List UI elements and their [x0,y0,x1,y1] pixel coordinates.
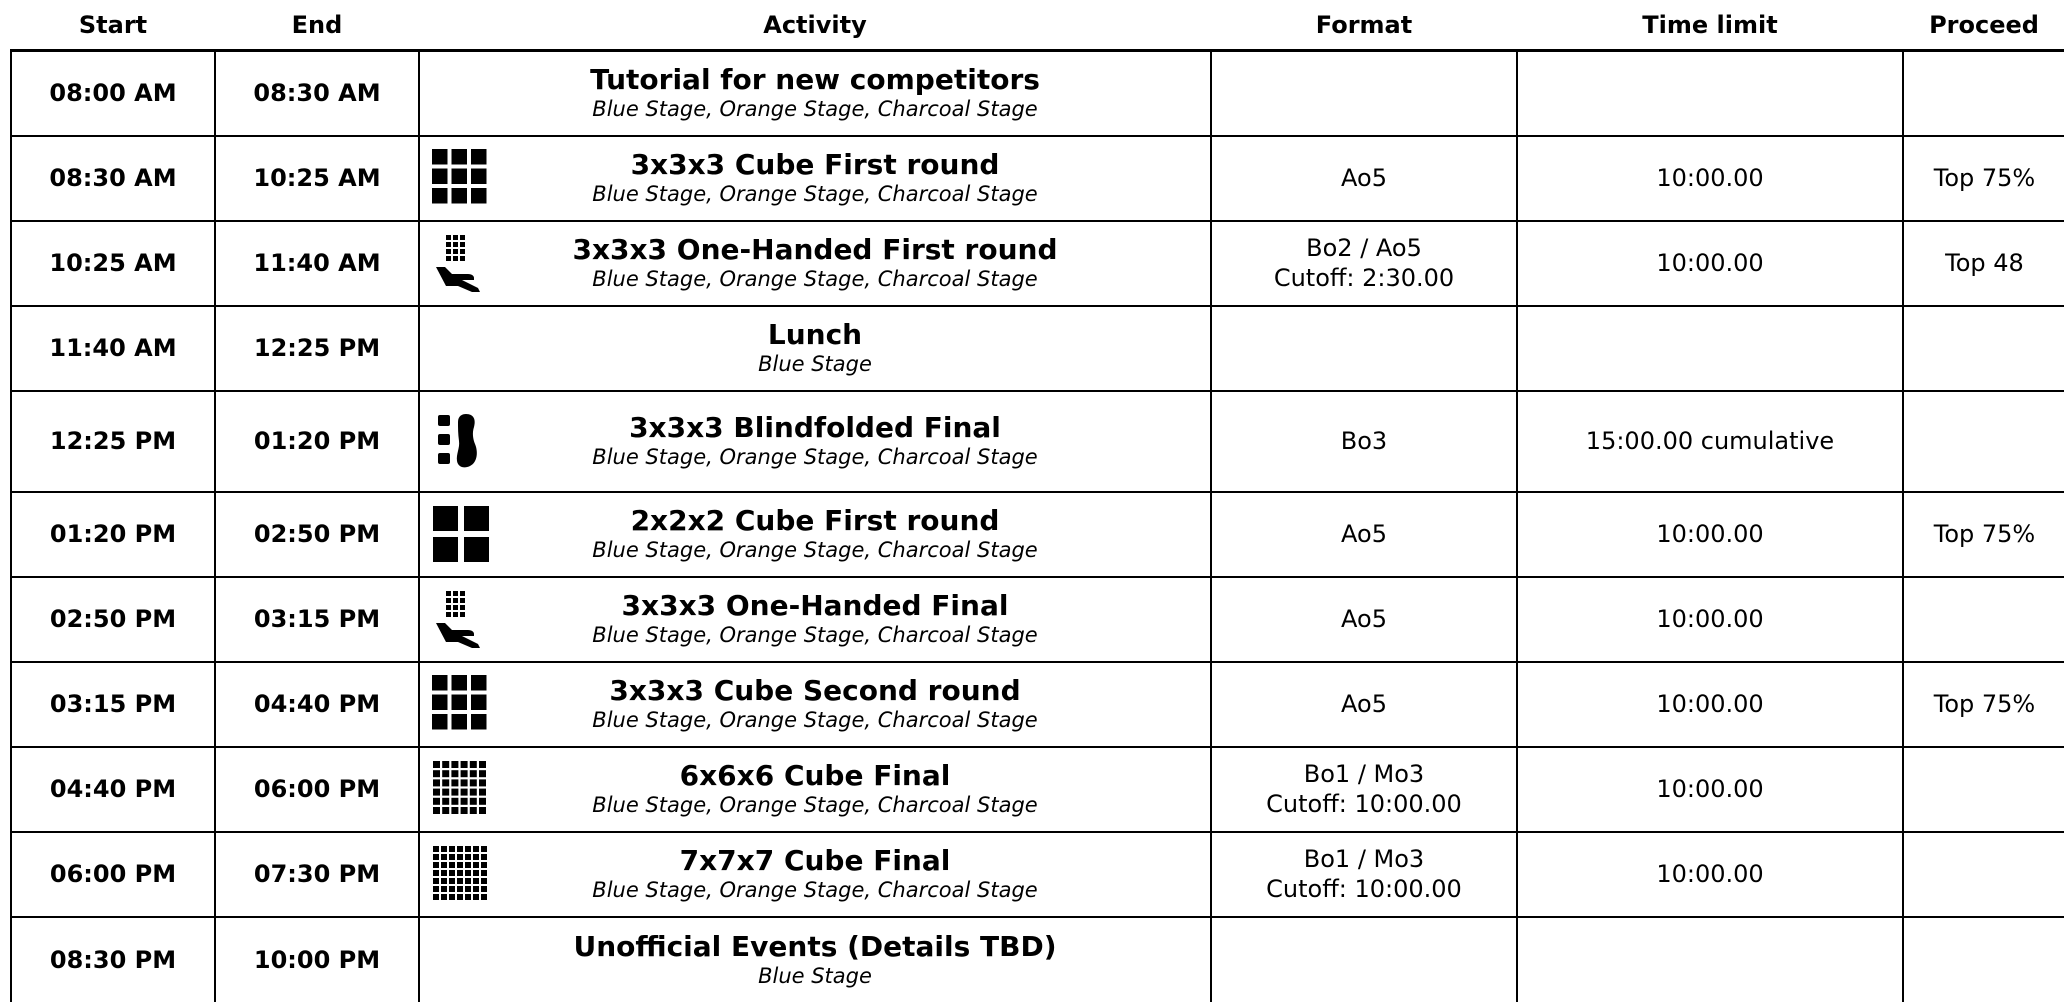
activity-cell [419,662,1211,747]
proceed-cell: Top 75% [1903,492,2064,577]
start-time: 04:40 PM [11,747,215,832]
activity-rooms: Blue Stage, Orange Stage, Charcoal Stage [592,182,1038,206]
proceed-cell [1903,917,2064,1002]
cube-2x2-icon [432,505,490,563]
format-value: Ao5 [1341,605,1387,633]
time-limit-cell: 10:00.00 [1517,492,1903,577]
activity-rooms: Blue Stage, Orange Stage, Charcoal Stage [592,445,1038,469]
format-cell [1211,221,1517,306]
activity-title: Tutorial for new competitors [590,63,1040,97]
end-time: 07:30 PM [215,832,419,917]
end-time: 01:20 PM [215,391,419,492]
activity-cell [419,391,1211,492]
format-cell [1211,136,1517,221]
activity-cell [419,221,1211,306]
end-time: 03:15 PM [215,577,419,662]
activity-title: 6x6x6 Cube Final [679,759,951,792]
format-cell [1211,832,1517,917]
activity-rooms: Blue Stage, Orange Stage, Charcoal Stage [592,538,1038,562]
proceed-cell [1903,391,2064,492]
activity-title: 3x3x3 Cube Second round [609,674,1021,707]
start-time: 01:20 PM [11,492,215,577]
column-header-start: Start [11,0,215,51]
end-time: 04:40 PM [215,662,419,747]
cube-3x3-icon [432,675,490,733]
time-limit-cell: 15:00.00 cumulative [1517,391,1903,492]
header-row [11,0,2064,51]
activity-rooms: Blue Stage, Orange Stage, Charcoal Stage [592,878,1038,902]
format-value: Ao5 [1341,520,1387,548]
activity-cell [419,306,1211,391]
start-time: 08:30 AM [11,136,215,221]
proceed-cell [1903,577,2064,662]
time-limit-cell [1517,306,1903,391]
end-time: 06:00 PM [215,747,419,832]
cutoff-value: Cutoff: 10:00.00 [1266,790,1462,818]
activity-title: 7x7x7 Cube Final [679,844,951,877]
format-cell [1211,306,1517,391]
schedule-row [11,306,2064,391]
schedule-row [11,747,2064,832]
one-handed-icon [432,590,490,648]
proceed-cell [1903,832,2064,917]
cutoff-value: Cutoff: 10:00.00 [1266,875,1462,903]
schedule-row [11,917,2064,1002]
proceed-cell: Top 48 [1903,221,2064,306]
proceed-cell: Top 75% [1903,136,2064,221]
activity-rooms: Blue Stage, Orange Stage, Charcoal Stage [592,97,1038,122]
activity-rooms: Blue Stage, Orange Stage, Charcoal Stage [592,623,1038,647]
time-limit-cell [1517,51,1903,136]
schedule-row [11,221,2064,306]
format-cell [1211,391,1517,492]
start-time: 10:25 AM [11,221,215,306]
column-header-end: End [215,0,419,51]
start-time: 08:00 AM [11,51,215,136]
end-time: 08:30 AM [215,51,419,136]
cube-7x7-icon [432,845,490,903]
end-time: 12:25 PM [215,306,419,391]
activity-rooms: Blue Stage, Orange Stage, Charcoal Stage [592,708,1038,732]
proceed-cell: Top 75% [1903,662,2064,747]
start-time: 06:00 PM [11,832,215,917]
start-time: 11:40 AM [11,306,215,391]
format-cell [1211,747,1517,832]
cutoff-value: Cutoff: 2:30.00 [1273,264,1455,292]
format-cell [1211,917,1517,1002]
activity-title: Lunch [767,318,863,351]
time-limit-cell: 10:00.00 [1517,747,1903,832]
end-time: 11:40 AM [215,221,419,306]
time-limit-cell: 10:00.00 [1517,136,1903,221]
format-value: Bo1 / Mo3 [1303,845,1425,873]
one-handed-icon [432,234,490,292]
proceed-cell [1903,747,2064,832]
format-cell [1211,492,1517,577]
activity-cell [419,747,1211,832]
format-value: Ao5 [1341,690,1387,718]
format-cell [1211,662,1517,747]
activity-title: 2x2x2 Cube First round [630,504,1000,537]
schedule-table [10,0,2064,1002]
format-cell [1211,577,1517,662]
activity-title: 3x3x3 Blindfolded Final [629,411,1001,444]
activity-title: 3x3x3 One-Handed Final [621,589,1009,622]
time-limit-cell [1517,917,1903,1002]
activity-title: 3x3x3 Cube First round [630,148,1000,181]
activity-rooms: Blue Stage, Orange Stage, Charcoal Stage [592,267,1038,291]
activity-cell [419,51,1211,136]
cube-3x3-icon [432,149,490,207]
end-time: 10:25 AM [215,136,419,221]
schedule-row [11,832,2064,917]
time-limit-cell: 10:00.00 [1517,662,1903,747]
time-limit-cell: 10:00.00 [1517,577,1903,662]
end-time: 10:00 PM [215,917,419,1002]
activity-cell [419,832,1211,917]
time-limit-cell: 10:00.00 [1517,221,1903,306]
schedule-row [11,136,2064,221]
activity-cell [419,917,1211,1002]
activity-cell [419,136,1211,221]
schedule-row [11,391,2064,492]
start-time: 12:25 PM [11,391,215,492]
proceed-cell [1903,51,2064,136]
column-header-time-limit: Time limit [1517,0,1903,51]
activity-title: Unofficial Events (Details TBD) [573,929,1057,963]
activity-title: 3x3x3 One-Handed First round [572,233,1058,266]
start-time: 03:15 PM [11,662,215,747]
activity-rooms: Blue Stage [758,963,872,988]
format-value: Bo1 / Mo3 [1303,760,1425,788]
column-header-activity: Activity [419,0,1211,51]
activity-rooms: Blue Stage [758,352,872,376]
start-time: 02:50 PM [11,577,215,662]
schedule-row [11,577,2064,662]
proceed-cell [1903,306,2064,391]
blindfolded-icon [432,412,490,470]
schedule-row [11,492,2064,577]
activity-cell [419,492,1211,577]
schedule-row [11,51,2064,136]
format-value: Bo2 / Ao5 [1306,234,1422,262]
format-cell [1211,51,1517,136]
time-limit-cell: 10:00.00 [1517,832,1903,917]
column-header-proceed: Proceed [1903,0,2064,51]
schedule-row [11,662,2064,747]
format-value: Bo3 [1340,427,1388,455]
start-time: 08:30 PM [11,917,215,1002]
activity-cell [419,577,1211,662]
cube-6x6-icon [432,760,490,818]
activity-rooms: Blue Stage, Orange Stage, Charcoal Stage [592,793,1038,817]
column-header-format: Format [1211,0,1517,51]
format-value: Ao5 [1341,164,1387,192]
end-time: 02:50 PM [215,492,419,577]
